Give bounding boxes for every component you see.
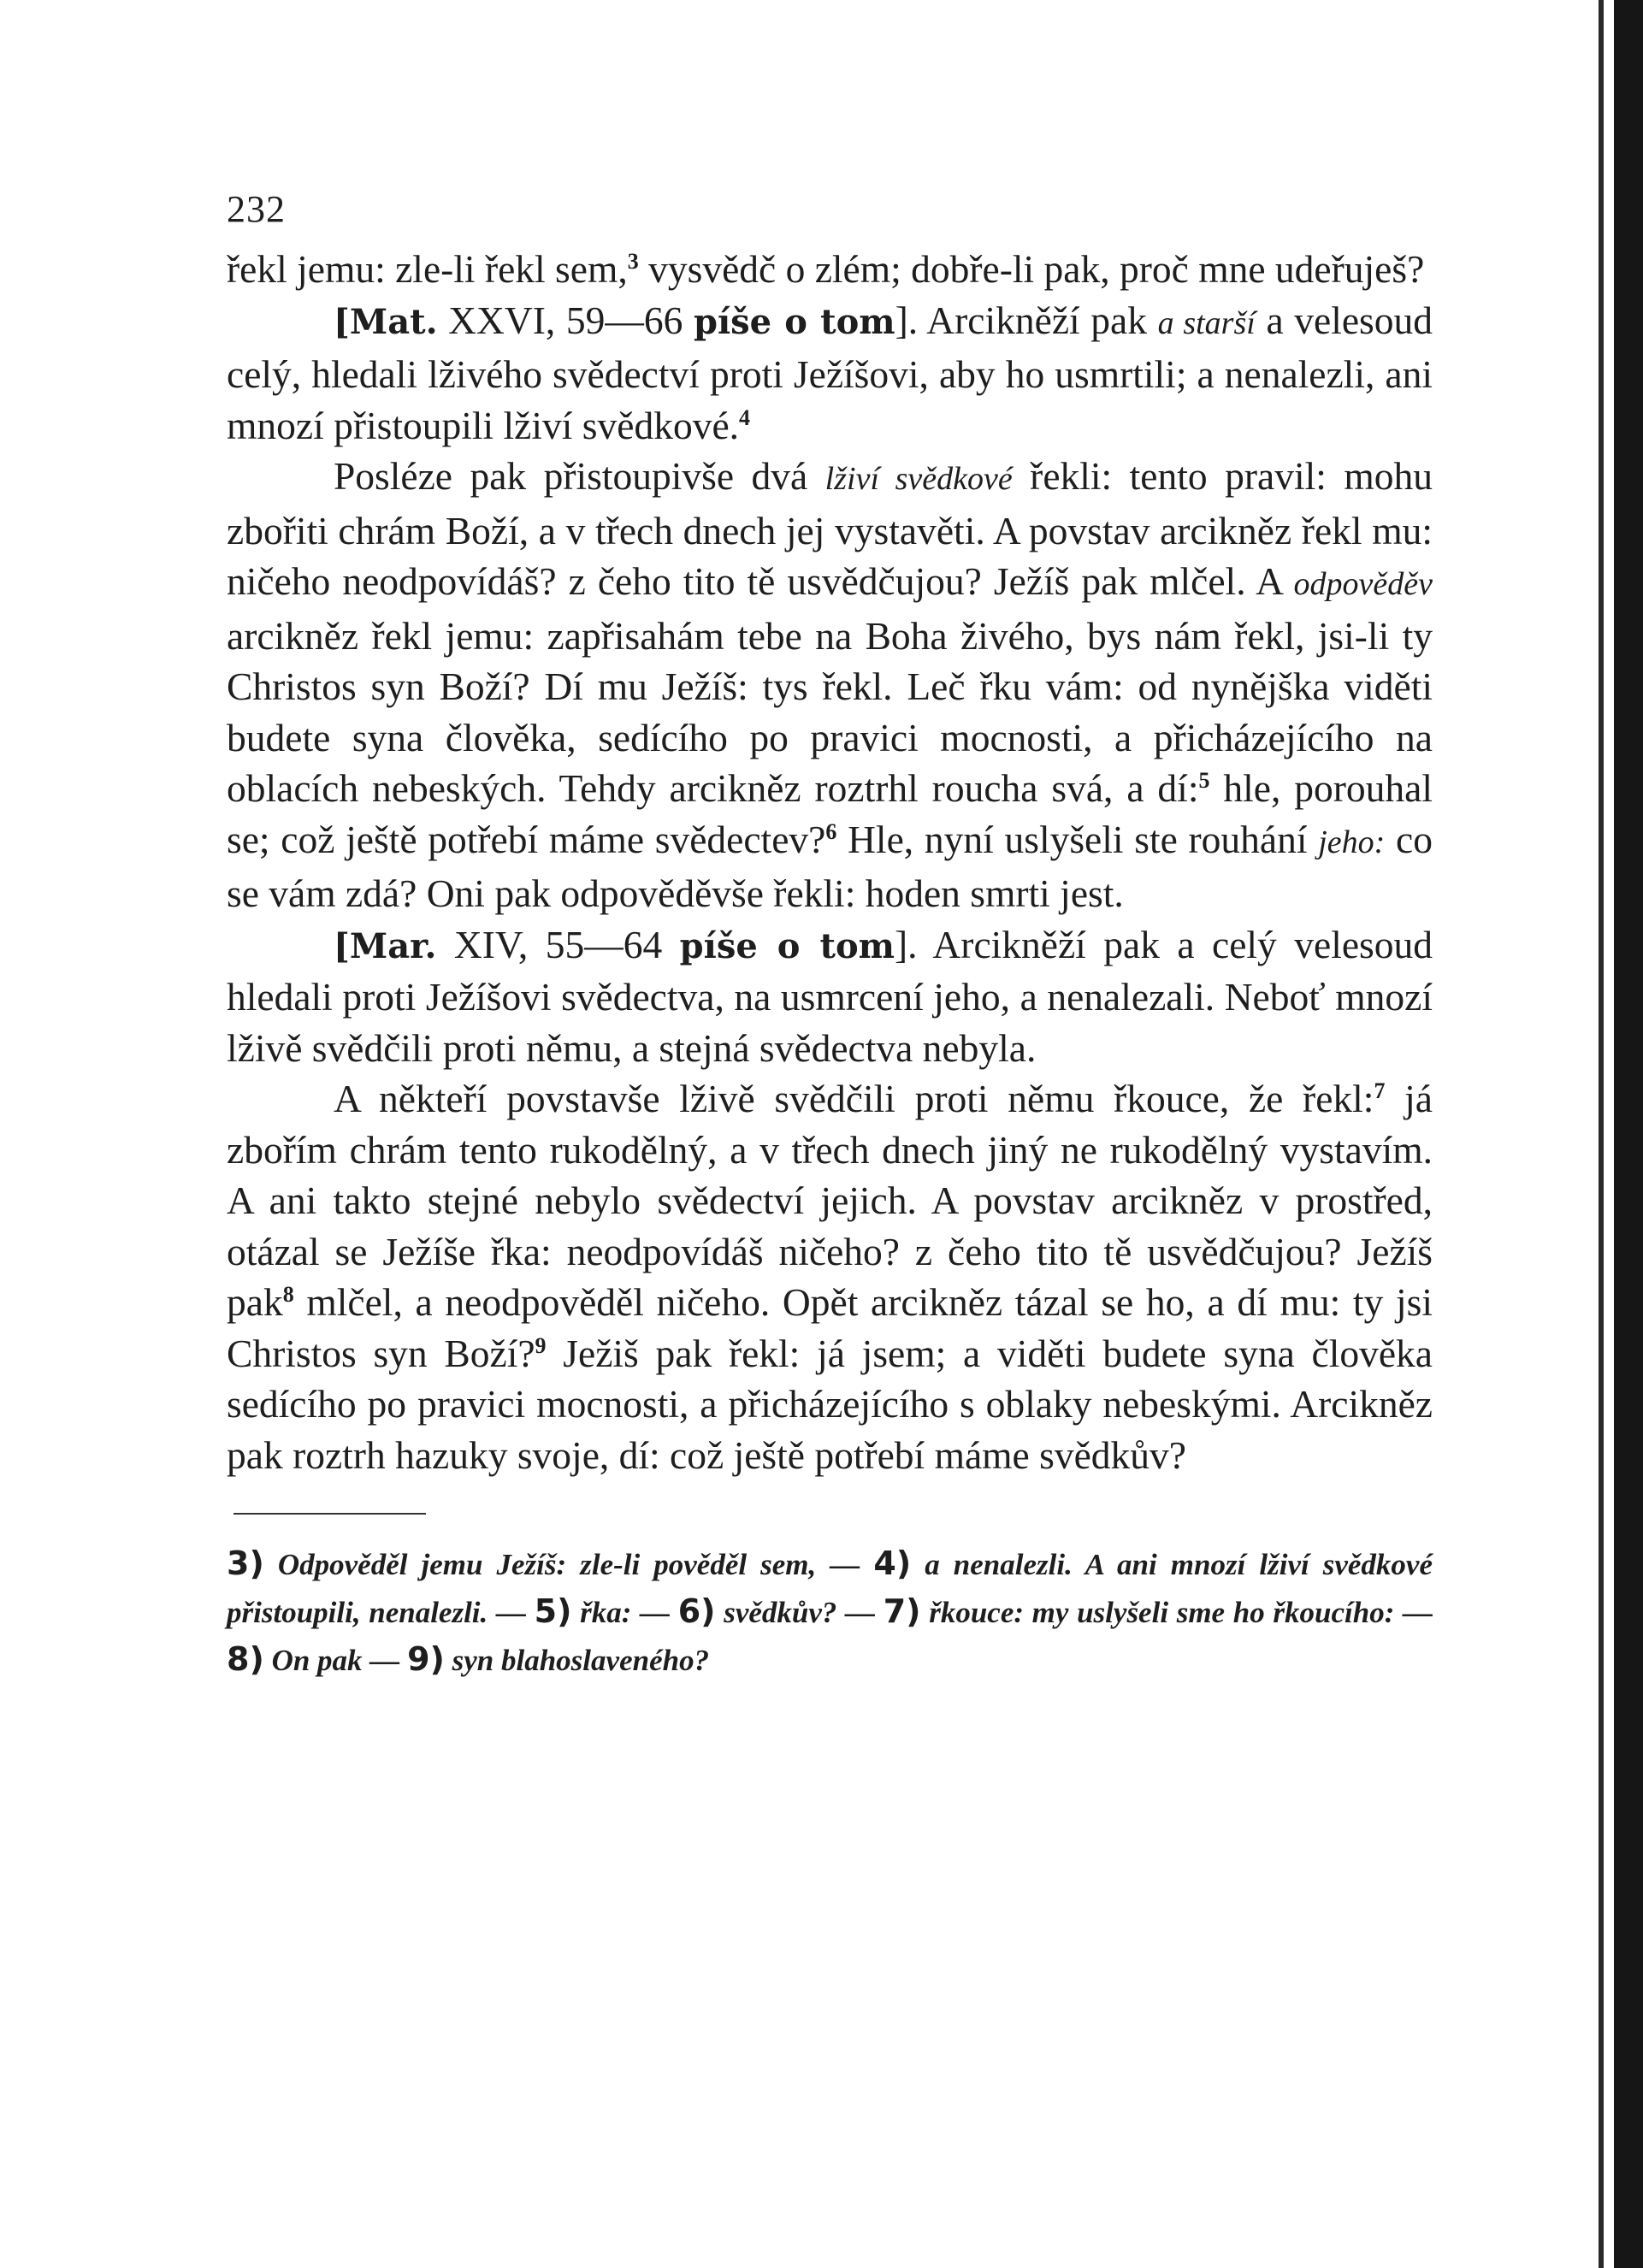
italic-insertion: jeho:: [1318, 824, 1386, 860]
text-run: vysvědč o zlém; dobře-li pak, proč mne udeřuješ?: [638, 247, 1425, 291]
text-run: Posléze pak přistoupivše dvá: [334, 454, 825, 498]
text-run: co se vám zdá? Oni pak odpověděvše řekli: hoden smrti jest.: [227, 817, 1433, 915]
italic-insertion: odpověděv: [1293, 566, 1433, 602]
footnote-text: a nenalezli. A ani mnozí lživí svědkové přistoupili, nenalezli. —: [227, 1548, 1433, 1629]
footnote-text: On pak —: [263, 1644, 408, 1677]
footnote-text: syn blahoslaveného?: [444, 1644, 710, 1677]
footnote-text: svědkův? —: [715, 1596, 884, 1629]
text-run: Ježiš pak řekl: já jsem; a viděti budete syna člověka sedícího po pravici mocnosti, a přicházejícího s oblaky nebeskými. Arcikněz pak roztrh hazuky svoje, dí: což ještě potřebí máme svědkův?: [227, 1331, 1433, 1477]
footnote-marker: 7: [1374, 1078, 1386, 1103]
footnote-divider: [233, 1513, 426, 1515]
paragraph: [227, 1073, 1433, 1480]
footnote-number: 4): [873, 1544, 912, 1582]
footnote-marker: 4: [739, 405, 751, 430]
text-run: ]. Arcikněží pak a celý velesoud hledali proti Ježíšovi svědectva, na usmrcení jeho, a nenalezali. Neboť mnozí lživě svědčili proti němu, a stejná svědectva nebyla.: [227, 922, 1433, 1070]
italic-insertion: a starší: [1157, 304, 1256, 341]
footnote-number: 5): [534, 1592, 572, 1630]
text-run: hle, porouhal se; což ještě potřebí máme svědectev?: [227, 766, 1433, 861]
footnote-number: 3): [227, 1544, 264, 1582]
footnote-marker: 6: [825, 818, 837, 844]
footnote-marker: 3: [627, 248, 639, 274]
footnote-text: Odpověděl jemu Ježíš: zle-li pověděl sem, —: [263, 1548, 874, 1581]
scripture-reference: [Mar.: [334, 925, 437, 966]
text-run: arcikněz řekl jemu: zapřisahám tebe na Boha živého, bys nám řekl, jsi-li ty Christos syn Boží? Dí mu Ježíš: tys řekl. Leč řku vám: od nynějška viděti budete syna člověka, sedícího po pravici mocnosti, a přicházejícího na oblacích nebeských. Tehdy arcikněz roztrhl roucha svá, a dí:: [227, 613, 1433, 810]
text-run: XIV, 55—64: [436, 922, 680, 966]
footnotes: [227, 1540, 1433, 1684]
footnote-number: 6): [677, 1592, 716, 1630]
text-run: Hle, nyní uslyšeli ste rouhání: [836, 817, 1319, 861]
paragraph: [227, 295, 1433, 452]
scripture-reference: píše o tom: [679, 925, 895, 966]
footnote-text: řka: —: [571, 1596, 678, 1629]
footnote-number: 7): [883, 1592, 921, 1630]
scripture-reference: [Mat.: [334, 301, 438, 342]
paragraph: [227, 244, 1433, 295]
text-run: řekl jemu: zle-li řekl sem,: [227, 247, 628, 291]
text-run: ]. Arcikněží pak: [895, 298, 1158, 342]
text-run: já zbořím chrám tento rukodělný, a v třech dnech jiný ne rukodělný vystavím. A ani takto stejné nebylo svědectví jejich. A povstav arcikněz v prostřed, otázal se Ježíše řka: neodpovídáš ničeho? z čeho tito tě usvědčujou? Ježíš pak: [227, 1077, 1433, 1324]
footnote-number: 9): [407, 1640, 445, 1678]
book-page: [227, 184, 1433, 1684]
paragraph: [227, 451, 1433, 919]
page-number: 232: [227, 188, 286, 230]
footnote-number: 8): [227, 1640, 264, 1678]
scan-border: [1614, 0, 1643, 2268]
text-run: A někteří povstavše lživě svědčili proti němu řkouce, že řekl:: [334, 1077, 1374, 1120]
footnote-text: řkouce: my uslyšeli sme ho řkoucího: —: [920, 1596, 1433, 1629]
text-run: XXVI, 59—66: [437, 298, 694, 342]
paragraph: [227, 919, 1433, 1074]
footnote-marker: 8: [282, 1281, 294, 1307]
text-run: řekli: tento pravil: mohu zbořiti chrám Boží, a v třech dnech jej vystavěti. A povstav arcikněz řekl mu: ničeho neodpovídáš? z čeho tito tě usvědčujou? Ježíš pak mlčel. A: [227, 454, 1433, 603]
text-run: mlčel, a neodpověděl ničeho. Opět arcikněz tázal se ho, a dí mu: ty jsi Christos syn Boží?: [227, 1280, 1433, 1375]
body-text: [227, 244, 1433, 1480]
footnote-marker: 9: [535, 1332, 547, 1358]
text-run: a velesoud celý, hledali lživého svědectví proti Ježíšovi, aby ho usmrtili; a nenalezli, ani mnozí přistoupili lživí svědkové.: [227, 298, 1433, 447]
italic-insertion: lživí svědkové: [824, 461, 1013, 497]
footnote-marker: 5: [1198, 767, 1210, 793]
scripture-reference: píše o tom: [694, 301, 895, 342]
